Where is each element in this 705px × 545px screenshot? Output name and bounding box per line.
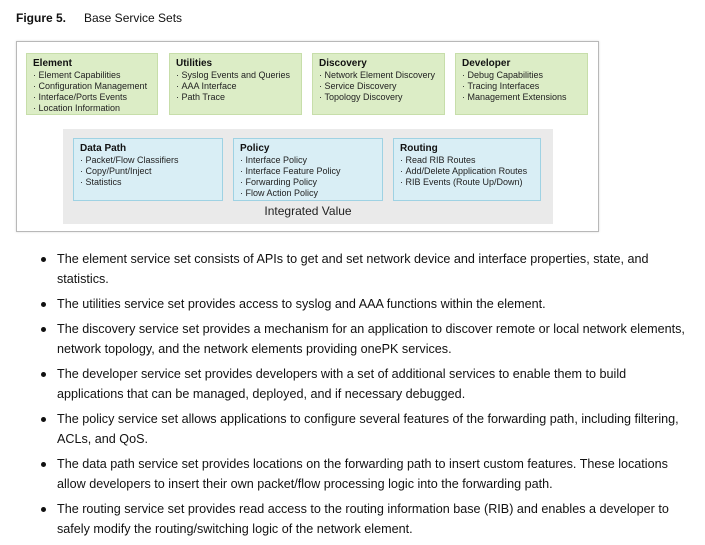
- element-service-box: [26, 53, 158, 115]
- datapath-title: Data Path: [80, 143, 127, 154]
- list-item: The discovery service set provides a mechanism for an application to discover remote or local network elements, network topology, and the network elements providing onePK services.: [40, 319, 692, 359]
- figure-caption: [16, 11, 182, 25]
- discovery-items: [319, 70, 439, 103]
- policy-service-box: [233, 138, 383, 201]
- discovery-title: Discovery: [319, 58, 367, 69]
- datapath-service-box: [73, 138, 223, 201]
- figure-title: Base Service Sets: [84, 11, 183, 25]
- list-item: · Statistics: [80, 177, 217, 188]
- list-item: · Forwarding Policy: [240, 177, 377, 188]
- integrated-value-panel: [63, 129, 553, 224]
- integrated-value-label: Integrated Value: [264, 204, 352, 218]
- list-item: · Network Element Discovery: [319, 70, 439, 81]
- list-item: · Location Information: [33, 103, 152, 114]
- list-item: · Service Discovery: [319, 81, 439, 92]
- list-item: The routing service set provides read access to the routing information base (RIB) and enables a developer to safely modify the routing/switching logic of the network element.: [40, 499, 692, 539]
- list-item: · Management Extensions: [462, 92, 582, 103]
- utilities-service-box: [169, 53, 302, 115]
- list-item: · Configuration Management: [33, 81, 152, 92]
- list-item: · Interface Policy: [240, 155, 377, 166]
- list-item: · Path Trace: [176, 92, 296, 103]
- list-item: The utilities service set provides access to syslog and AAA functions within the element.: [40, 294, 692, 314]
- element-title: Element: [33, 58, 72, 69]
- routing-items: [400, 155, 535, 188]
- list-item: · Flow Action Policy: [240, 188, 377, 199]
- list-item: · Topology Discovery: [319, 92, 439, 103]
- list-item: · Element Capabilities: [33, 70, 152, 81]
- list-item: · AAA Interface: [176, 81, 296, 92]
- list-item: · Tracing Interfaces: [462, 81, 582, 92]
- developer-service-box: [455, 53, 588, 115]
- policy-title: Policy: [240, 143, 270, 154]
- policy-items: [240, 155, 377, 199]
- routing-service-box: [393, 138, 541, 201]
- element-items: [33, 70, 152, 114]
- list-item: · Add/Delete Application Routes: [400, 166, 535, 177]
- list-item: The data path service set provides locations on the forwarding path to insert custom features. These locations allow developers to insert their own packet/flow processing logic into the forwarding path.: [40, 454, 692, 494]
- list-item: · Copy/Punt/Inject: [80, 166, 217, 177]
- routing-title: Routing: [400, 143, 438, 154]
- list-item: · Interface/Ports Events: [33, 92, 152, 103]
- list-item: · Syslog Events and Queries: [176, 70, 296, 81]
- datapath-items: [80, 155, 217, 188]
- list-item: · Debug Capabilities: [462, 70, 582, 81]
- list-item: · RIB Events (Route Up/Down): [400, 177, 535, 188]
- discovery-service-box: [312, 53, 445, 115]
- list-item: · Interface Feature Policy: [240, 166, 377, 177]
- developer-title: Developer: [462, 58, 511, 69]
- utilities-items: [176, 70, 296, 103]
- developer-items: [462, 70, 582, 103]
- service-descriptions: [40, 249, 692, 544]
- list-item: The policy service set allows applications to configure several features of the forwarding path, including filtering, ACLs, and QoS.: [40, 409, 692, 449]
- list-item: The developer service set provides developers with a set of additional services to enable them to build applications that can be managed, deployed, and if necessary debugged.: [40, 364, 692, 404]
- list-item: · Packet/Flow Classifiers: [80, 155, 217, 166]
- list-item: · Read RIB Routes: [400, 155, 535, 166]
- list-item: The element service set consists of APIs to get and set network device and interface properties, state, and statistics.: [40, 249, 692, 289]
- figure-number: Figure 5.: [16, 11, 67, 25]
- utilities-title: Utilities: [176, 58, 213, 69]
- service-sets-diagram: [16, 41, 599, 232]
